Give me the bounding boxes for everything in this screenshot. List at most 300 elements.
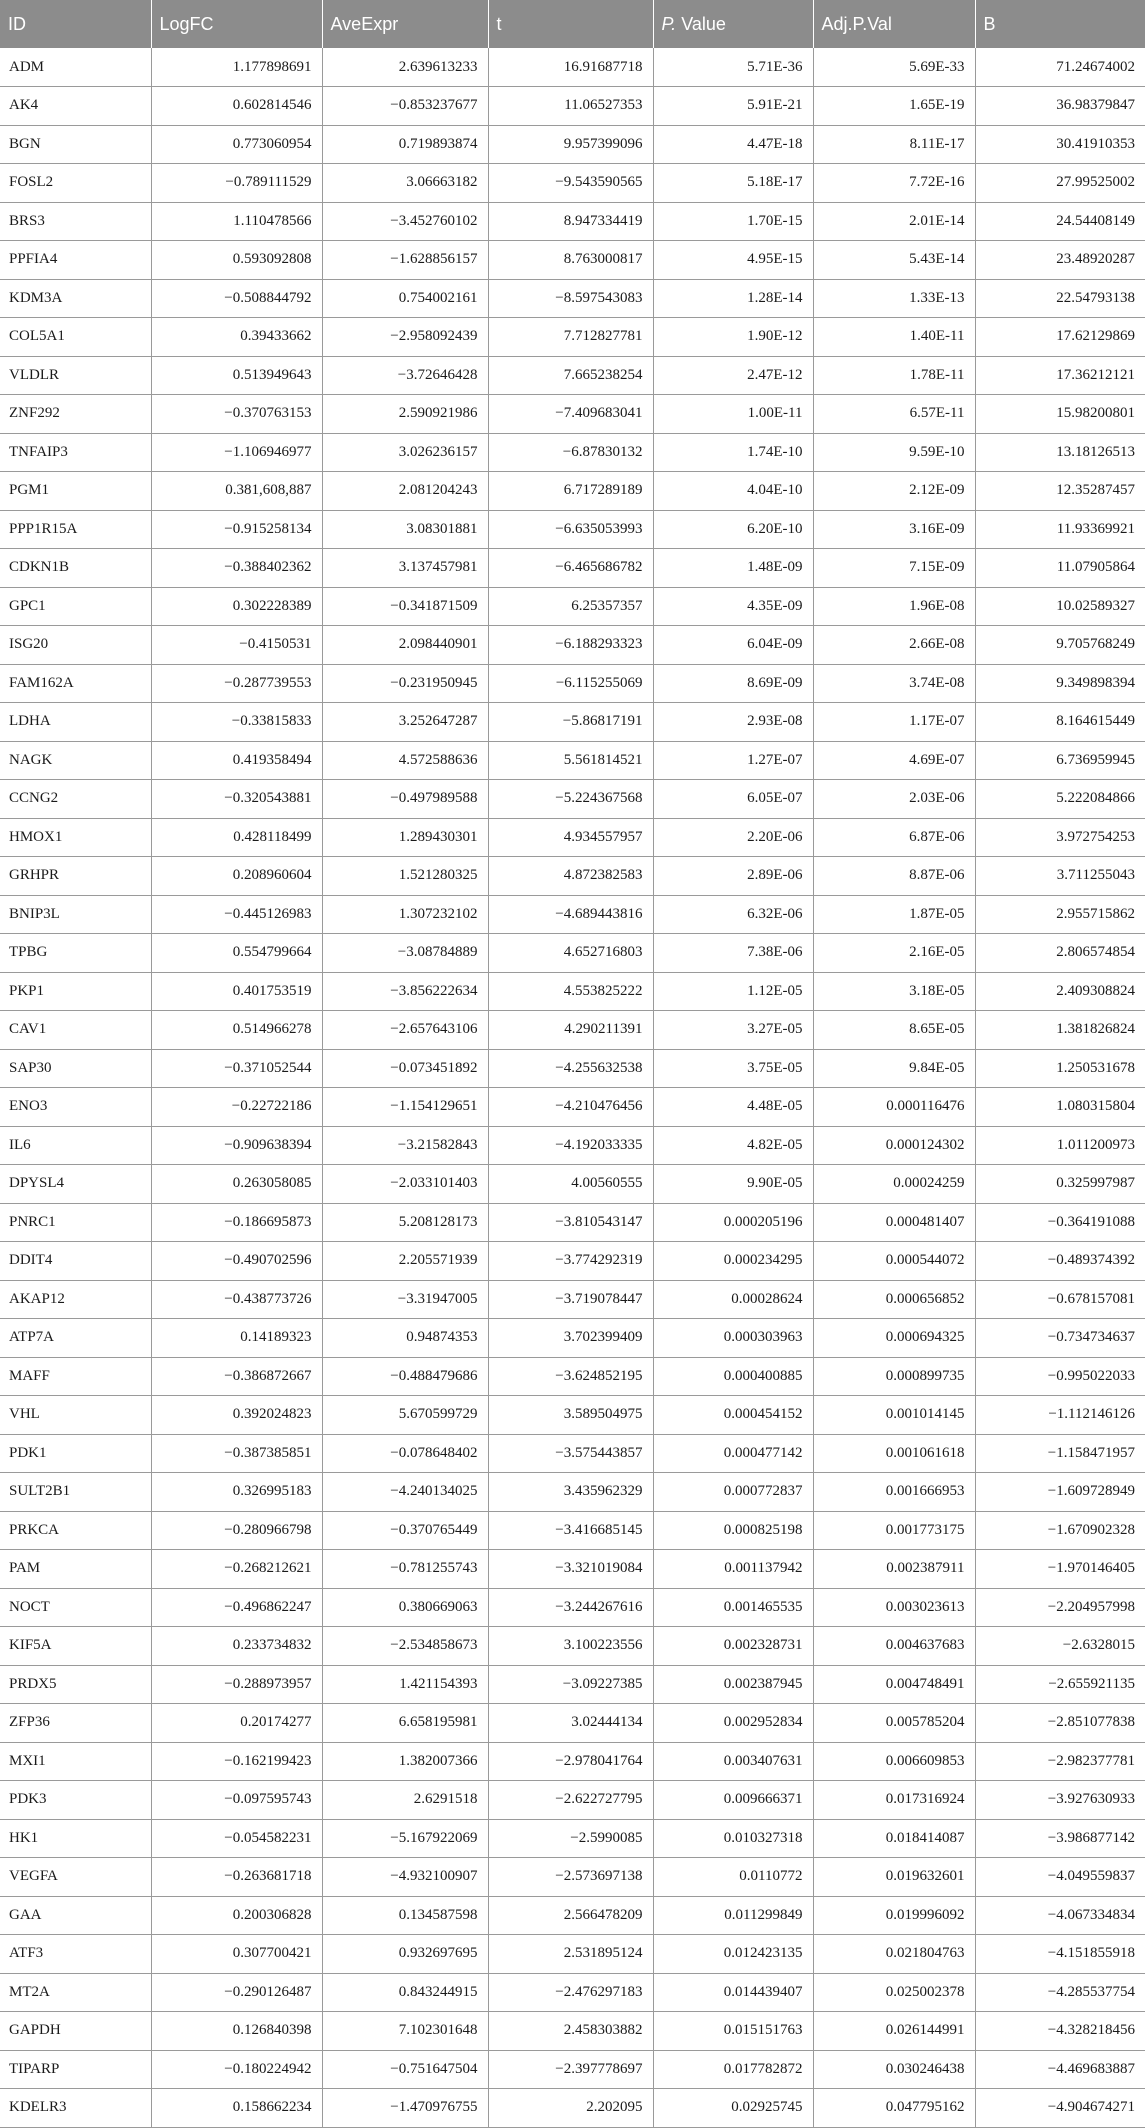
cell-aveexpr: 6.658195981	[322, 1704, 488, 1743]
cell-id: SAP30	[0, 1049, 151, 1088]
cell-logfc: 0.773060954	[151, 125, 322, 164]
cell-id: SULT2B1	[0, 1473, 151, 1512]
cell-p-value: 1.70E-15	[653, 202, 813, 241]
cell-b: 11.93369921	[975, 510, 1145, 549]
cell-adj-p-val: 0.000899735	[813, 1357, 975, 1396]
table-row	[0, 87, 1145, 126]
cell-aveexpr: −3.31947005	[322, 1280, 488, 1319]
cell-aveexpr: 3.026236157	[322, 433, 488, 472]
cell-logfc: 0.428118499	[151, 818, 322, 857]
cell-t: −6.115255069	[488, 664, 653, 703]
cell-t: −6.635053993	[488, 510, 653, 549]
cell-adj-p-val: 2.16E-05	[813, 934, 975, 973]
cell-id: ZNF292	[0, 395, 151, 434]
cell-aveexpr: 0.719893874	[322, 125, 488, 164]
table-row	[0, 395, 1145, 434]
table-row	[0, 2050, 1145, 2089]
cell-logfc: −0.371052544	[151, 1049, 322, 1088]
cell-p-value: 6.20E-10	[653, 510, 813, 549]
cell-adj-p-val: 8.65E-05	[813, 1011, 975, 1050]
cell-id: CCNG2	[0, 780, 151, 819]
cell-id: HMOX1	[0, 818, 151, 857]
header-p-value-italic: P.	[661, 13, 677, 34]
cell-logfc: 0.158662234	[151, 2089, 322, 2128]
cell-id: KIF5A	[0, 1627, 151, 1666]
cell-p-value: 4.04E-10	[653, 472, 813, 511]
cell-p-value: 0.003407631	[653, 1742, 813, 1781]
table-row	[0, 433, 1145, 472]
cell-t: 7.712827781	[488, 318, 653, 357]
cell-b: 6.736959945	[975, 741, 1145, 780]
cell-aveexpr: 2.6291518	[322, 1781, 488, 1820]
cell-aveexpr: −3.856222634	[322, 972, 488, 1011]
table-row	[0, 1203, 1145, 1242]
cell-id: ADM	[0, 48, 151, 87]
cell-logfc: −0.22722186	[151, 1088, 322, 1127]
table-row	[0, 1280, 1145, 1319]
table-row	[0, 279, 1145, 318]
cell-adj-p-val: 3.74E-08	[813, 664, 975, 703]
cell-adj-p-val: 1.87E-05	[813, 895, 975, 934]
cell-p-value: 1.48E-09	[653, 549, 813, 588]
cell-adj-p-val: 1.40E-11	[813, 318, 975, 357]
cell-t: −9.543590565	[488, 164, 653, 203]
cell-b: −4.469683887	[975, 2050, 1145, 2089]
cell-aveexpr: −0.751647504	[322, 2050, 488, 2089]
cell-logfc: 0.602814546	[151, 87, 322, 126]
cell-b: −1.609728949	[975, 1473, 1145, 1512]
cell-b: 5.222084866	[975, 780, 1145, 819]
cell-aveexpr: −0.497989588	[322, 780, 488, 819]
cell-t: 4.553825222	[488, 972, 653, 1011]
table-row	[0, 1511, 1145, 1550]
cell-t: −2.476297183	[488, 1973, 653, 2012]
table-row	[0, 318, 1145, 357]
cell-aveexpr: 0.380669063	[322, 1588, 488, 1627]
cell-aveexpr: −0.073451892	[322, 1049, 488, 1088]
cell-aveexpr: 0.134587598	[322, 1896, 488, 1935]
table-row	[0, 741, 1145, 780]
cell-aveexpr: −1.628856157	[322, 241, 488, 280]
cell-id: MAFF	[0, 1357, 151, 1396]
cell-id: BNIP3L	[0, 895, 151, 934]
table-row	[0, 356, 1145, 395]
cell-t: −4.210476456	[488, 1088, 653, 1127]
cell-logfc: −0.386872667	[151, 1357, 322, 1396]
cell-t: 8.947334419	[488, 202, 653, 241]
cell-aveexpr: −0.341871509	[322, 587, 488, 626]
cell-logfc: −0.180224942	[151, 2050, 322, 2089]
cell-logfc: −1.106946977	[151, 433, 322, 472]
cell-adj-p-val: 0.026144991	[813, 2012, 975, 2051]
table-row	[0, 818, 1145, 857]
table-row	[0, 202, 1145, 241]
cell-t: −6.188293323	[488, 626, 653, 665]
cell-b: −4.151855918	[975, 1935, 1145, 1974]
cell-id: GPC1	[0, 587, 151, 626]
table-row	[0, 1319, 1145, 1358]
cell-b: 12.35287457	[975, 472, 1145, 511]
cell-t: 11.06527353	[488, 87, 653, 126]
header-logfc: LogFC	[151, 0, 322, 48]
table-row	[0, 125, 1145, 164]
cell-logfc: −0.290126487	[151, 1973, 322, 2012]
cell-p-value: 5.71E-36	[653, 48, 813, 87]
cell-t: 3.100223556	[488, 1627, 653, 1666]
cell-logfc: 0.513949643	[151, 356, 322, 395]
cell-b: 3.711255043	[975, 857, 1145, 896]
cell-t: −5.224367568	[488, 780, 653, 819]
cell-b: −1.970146405	[975, 1550, 1145, 1589]
cell-aveexpr: −3.452760102	[322, 202, 488, 241]
cell-aveexpr: 1.307232102	[322, 895, 488, 934]
header-id: ID	[0, 0, 151, 48]
cell-adj-p-val: 0.004637683	[813, 1627, 975, 1666]
cell-id: PPFIA4	[0, 241, 151, 280]
cell-id: PRKCA	[0, 1511, 151, 1550]
cell-b: −2.204957998	[975, 1588, 1145, 1627]
cell-adj-p-val: 8.87E-06	[813, 857, 975, 896]
cell-id: FOSL2	[0, 164, 151, 203]
cell-adj-p-val: 0.019996092	[813, 1896, 975, 1935]
table-header-row	[0, 0, 1145, 48]
cell-aveexpr: 4.572588636	[322, 741, 488, 780]
table-row	[0, 549, 1145, 588]
cell-aveexpr: −0.231950945	[322, 664, 488, 703]
cell-logfc: −0.438773726	[151, 1280, 322, 1319]
cell-b: 27.99525002	[975, 164, 1145, 203]
table-row	[0, 48, 1145, 87]
table-row	[0, 664, 1145, 703]
cell-aveexpr: 2.205571939	[322, 1242, 488, 1281]
cell-b: 1.011200973	[975, 1126, 1145, 1165]
cell-t: −3.09227385	[488, 1665, 653, 1704]
cell-id: BGN	[0, 125, 151, 164]
cell-id: MT2A	[0, 1973, 151, 2012]
cell-b: −0.734734637	[975, 1319, 1145, 1358]
cell-logfc: −0.280966798	[151, 1511, 322, 1550]
cell-t: −3.321019084	[488, 1550, 653, 1589]
cell-b: 71.24674002	[975, 48, 1145, 87]
cell-adj-p-val: 0.047795162	[813, 2089, 975, 2128]
cell-adj-p-val: 0.005785204	[813, 1704, 975, 1743]
cell-aveexpr: −3.21582843	[322, 1126, 488, 1165]
cell-logfc: 0.20174277	[151, 1704, 322, 1743]
table-row	[0, 934, 1145, 973]
cell-t: −4.192033335	[488, 1126, 653, 1165]
cell-adj-p-val: 1.33E-13	[813, 279, 975, 318]
cell-adj-p-val: 0.002387911	[813, 1550, 975, 1589]
cell-t: −6.87830132	[488, 433, 653, 472]
cell-aveexpr: 2.081204243	[322, 472, 488, 511]
table-row	[0, 1588, 1145, 1627]
cell-id: IL6	[0, 1126, 151, 1165]
cell-aveexpr: −0.370765449	[322, 1511, 488, 1550]
cell-b: 24.54408149	[975, 202, 1145, 241]
header-b: B	[975, 0, 1145, 48]
cell-t: 6.25357357	[488, 587, 653, 626]
cell-b: 9.349898394	[975, 664, 1145, 703]
cell-logfc: 0.514966278	[151, 1011, 322, 1050]
cell-id: HK1	[0, 1819, 151, 1858]
cell-id: ENO3	[0, 1088, 151, 1127]
cell-adj-p-val: 6.57E-11	[813, 395, 975, 434]
cell-logfc: −0.287739553	[151, 664, 322, 703]
cell-p-value: 1.28E-14	[653, 279, 813, 318]
table-row	[0, 164, 1145, 203]
cell-adj-p-val: 6.87E-06	[813, 818, 975, 857]
cell-id: TPBG	[0, 934, 151, 973]
table-row	[0, 587, 1145, 626]
cell-id: DPYSL4	[0, 1165, 151, 1204]
cell-p-value: 0.002952834	[653, 1704, 813, 1743]
cell-t: −6.465686782	[488, 549, 653, 588]
table-row	[0, 857, 1145, 896]
table-row	[0, 1242, 1145, 1281]
cell-id: ZFP36	[0, 1704, 151, 1743]
cell-b: 1.080315804	[975, 1088, 1145, 1127]
cell-aveexpr: −0.078648402	[322, 1434, 488, 1473]
cell-id: ATF3	[0, 1935, 151, 1974]
cell-p-value: 0.015151763	[653, 2012, 813, 2051]
cell-p-value: 0.02925745	[653, 2089, 813, 2128]
cell-adj-p-val: 0.000656852	[813, 1280, 975, 1319]
cell-logfc: 0.200306828	[151, 1896, 322, 1935]
cell-p-value: 7.38E-06	[653, 934, 813, 973]
cell-adj-p-val: 8.11E-17	[813, 125, 975, 164]
cell-adj-p-val: 0.001061618	[813, 1434, 975, 1473]
cell-p-value: 0.014439407	[653, 1973, 813, 2012]
cell-id: PAM	[0, 1550, 151, 1589]
cell-t: −3.244267616	[488, 1588, 653, 1627]
cell-aveexpr: −1.470976755	[322, 2089, 488, 2128]
cell-t: −3.624852195	[488, 1357, 653, 1396]
table-row	[0, 2089, 1145, 2128]
table-row	[0, 1396, 1145, 1435]
cell-adj-p-val: 0.004748491	[813, 1665, 975, 1704]
cell-aveexpr: 3.08301881	[322, 510, 488, 549]
table-row	[0, 1126, 1145, 1165]
cell-t: −2.622727795	[488, 1781, 653, 1820]
cell-adj-p-val: 1.65E-19	[813, 87, 975, 126]
cell-id: ATP7A	[0, 1319, 151, 1358]
cell-p-value: 0.010327318	[653, 1819, 813, 1858]
cell-b: 2.409308824	[975, 972, 1145, 1011]
cell-id: NOCT	[0, 1588, 151, 1627]
cell-logfc: −0.445126983	[151, 895, 322, 934]
cell-id: AK4	[0, 87, 151, 126]
cell-id: PGM1	[0, 472, 151, 511]
cell-logfc: −0.490702596	[151, 1242, 322, 1281]
cell-b: −1.158471957	[975, 1434, 1145, 1473]
table-row	[0, 1473, 1145, 1512]
cell-id: DDIT4	[0, 1242, 151, 1281]
cell-p-value: 0.001137942	[653, 1550, 813, 1589]
cell-p-value: 1.74E-10	[653, 433, 813, 472]
table-row	[0, 1896, 1145, 1935]
cell-adj-p-val: 0.000481407	[813, 1203, 975, 1242]
header-t: t	[488, 0, 653, 48]
cell-aveexpr: 1.421154393	[322, 1665, 488, 1704]
table-row	[0, 1011, 1145, 1050]
cell-adj-p-val: 3.16E-09	[813, 510, 975, 549]
cell-p-value: 2.20E-06	[653, 818, 813, 857]
cell-p-value: 2.89E-06	[653, 857, 813, 896]
cell-b: 8.164615449	[975, 703, 1145, 742]
cell-p-value: 4.35E-09	[653, 587, 813, 626]
cell-aveexpr: −0.488479686	[322, 1357, 488, 1396]
cell-t: 2.458303882	[488, 2012, 653, 2051]
header-aveexpr: AveExpr	[322, 0, 488, 48]
cell-b: 30.41910353	[975, 125, 1145, 164]
cell-t: 8.763000817	[488, 241, 653, 280]
cell-b: 23.48920287	[975, 241, 1145, 280]
cell-b: −4.328218456	[975, 2012, 1145, 2051]
cell-t: −2.397778697	[488, 2050, 653, 2089]
cell-b: 1.250531678	[975, 1049, 1145, 1088]
cell-t: −4.255632538	[488, 1049, 653, 1088]
cell-adj-p-val: 7.15E-09	[813, 549, 975, 588]
cell-p-value: 0.0110772	[653, 1858, 813, 1897]
cell-t: 5.561814521	[488, 741, 653, 780]
cell-adj-p-val: 2.66E-08	[813, 626, 975, 665]
cell-id: ISG20	[0, 626, 151, 665]
cell-t: −5.86817191	[488, 703, 653, 742]
cell-logfc: −0.370763153	[151, 395, 322, 434]
cell-t: 2.202095	[488, 2089, 653, 2128]
cell-aveexpr: −2.534858673	[322, 1627, 488, 1666]
cell-b: −1.112146126	[975, 1396, 1145, 1435]
table-row	[0, 472, 1145, 511]
cell-logfc: 0.326995183	[151, 1473, 322, 1512]
cell-logfc: 0.307700421	[151, 1935, 322, 1974]
cell-aveexpr: 7.102301648	[322, 2012, 488, 2051]
table-row	[0, 1665, 1145, 1704]
cell-p-value: 0.000234295	[653, 1242, 813, 1281]
cell-logfc: 0.401753519	[151, 972, 322, 1011]
cell-p-value: 4.48E-05	[653, 1088, 813, 1127]
table-row	[0, 1550, 1145, 1589]
cell-b: −3.986877142	[975, 1819, 1145, 1858]
cell-id: VEGFA	[0, 1858, 151, 1897]
cell-p-value: 0.000825198	[653, 1511, 813, 1550]
cell-logfc: −0.915258134	[151, 510, 322, 549]
cell-b: 0.325997987	[975, 1165, 1145, 1204]
cell-t: −7.409683041	[488, 395, 653, 434]
cell-t: 4.934557957	[488, 818, 653, 857]
cell-p-value: 0.000303963	[653, 1319, 813, 1358]
cell-t: −2.978041764	[488, 1742, 653, 1781]
cell-t: 3.435962329	[488, 1473, 653, 1512]
cell-b: 36.98379847	[975, 87, 1145, 126]
cell-id: NAGK	[0, 741, 151, 780]
cell-adj-p-val: 0.025002378	[813, 1973, 975, 2012]
cell-aveexpr: 1.289430301	[322, 818, 488, 857]
cell-b: −4.285537754	[975, 1973, 1145, 2012]
cell-t: −3.810543147	[488, 1203, 653, 1242]
cell-logfc: −0.496862247	[151, 1588, 322, 1627]
cell-logfc: −0.186695873	[151, 1203, 322, 1242]
cell-logfc: −0.508844792	[151, 279, 322, 318]
cell-aveexpr: 3.252647287	[322, 703, 488, 742]
cell-b: 13.18126513	[975, 433, 1145, 472]
cell-logfc: −0.388402362	[151, 549, 322, 588]
cell-adj-p-val: 9.84E-05	[813, 1049, 975, 1088]
cell-adj-p-val: 5.69E-33	[813, 48, 975, 87]
cell-p-value: 1.12E-05	[653, 972, 813, 1011]
cell-adj-p-val: 0.001666953	[813, 1473, 975, 1512]
cell-adj-p-val: 0.030246438	[813, 2050, 975, 2089]
cell-t: 7.665238254	[488, 356, 653, 395]
table-body	[0, 48, 1145, 2127]
cell-id: GAPDH	[0, 2012, 151, 2051]
cell-adj-p-val: 0.000694325	[813, 1319, 975, 1358]
cell-logfc: 0.302228389	[151, 587, 322, 626]
cell-t: 2.566478209	[488, 1896, 653, 1935]
cell-logfc: 0.39433662	[151, 318, 322, 357]
cell-logfc: 0.554799664	[151, 934, 322, 973]
cell-id: KDM3A	[0, 279, 151, 318]
cell-b: −2.982377781	[975, 1742, 1145, 1781]
table-row	[0, 241, 1145, 280]
cell-p-value: 1.00E-11	[653, 395, 813, 434]
cell-adj-p-val: 0.000116476	[813, 1088, 975, 1127]
table-row	[0, 1781, 1145, 1820]
cell-adj-p-val: 0.000124302	[813, 1126, 975, 1165]
cell-id: FAM162A	[0, 664, 151, 703]
table-row	[0, 1627, 1145, 1666]
table-row	[0, 2012, 1145, 2051]
cell-b: 17.36212121	[975, 356, 1145, 395]
cell-id: PDK3	[0, 1781, 151, 1820]
cell-adj-p-val: 1.96E-08	[813, 587, 975, 626]
table-row	[0, 1088, 1145, 1127]
cell-b: −0.678157081	[975, 1280, 1145, 1319]
table-row	[0, 1973, 1145, 2012]
cell-adj-p-val: 7.72E-16	[813, 164, 975, 203]
table-row	[0, 780, 1145, 819]
cell-t: 3.02444134	[488, 1704, 653, 1743]
cell-adj-p-val: 0.001773175	[813, 1511, 975, 1550]
cell-aveexpr: −2.657643106	[322, 1011, 488, 1050]
cell-t: 4.872382583	[488, 857, 653, 896]
cell-b: 11.07905864	[975, 549, 1145, 588]
cell-logfc: 1.177898691	[151, 48, 322, 87]
table-row	[0, 1742, 1145, 1781]
cell-logfc: 0.14189323	[151, 1319, 322, 1358]
cell-p-value: 0.000454152	[653, 1396, 813, 1435]
cell-aveexpr: 3.137457981	[322, 549, 488, 588]
cell-logfc: −0.320543881	[151, 780, 322, 819]
cell-adj-p-val: 5.43E-14	[813, 241, 975, 280]
cell-p-value: 6.04E-09	[653, 626, 813, 665]
cell-logfc: −0.789111529	[151, 164, 322, 203]
cell-logfc: −0.909638394	[151, 1126, 322, 1165]
cell-id: VHL	[0, 1396, 151, 1435]
cell-p-value: 5.18E-17	[653, 164, 813, 203]
cell-id: LDHA	[0, 703, 151, 742]
cell-p-value: 8.69E-09	[653, 664, 813, 703]
cell-logfc: 1.110478566	[151, 202, 322, 241]
cell-p-value: 0.011299849	[653, 1896, 813, 1935]
cell-logfc: −0.4150531	[151, 626, 322, 665]
cell-b: −1.670902328	[975, 1511, 1145, 1550]
cell-aveexpr: 0.754002161	[322, 279, 488, 318]
cell-b: 10.02589327	[975, 587, 1145, 626]
cell-id: PRDX5	[0, 1665, 151, 1704]
cell-b: −0.364191088	[975, 1203, 1145, 1242]
cell-aveexpr: 3.06663182	[322, 164, 488, 203]
